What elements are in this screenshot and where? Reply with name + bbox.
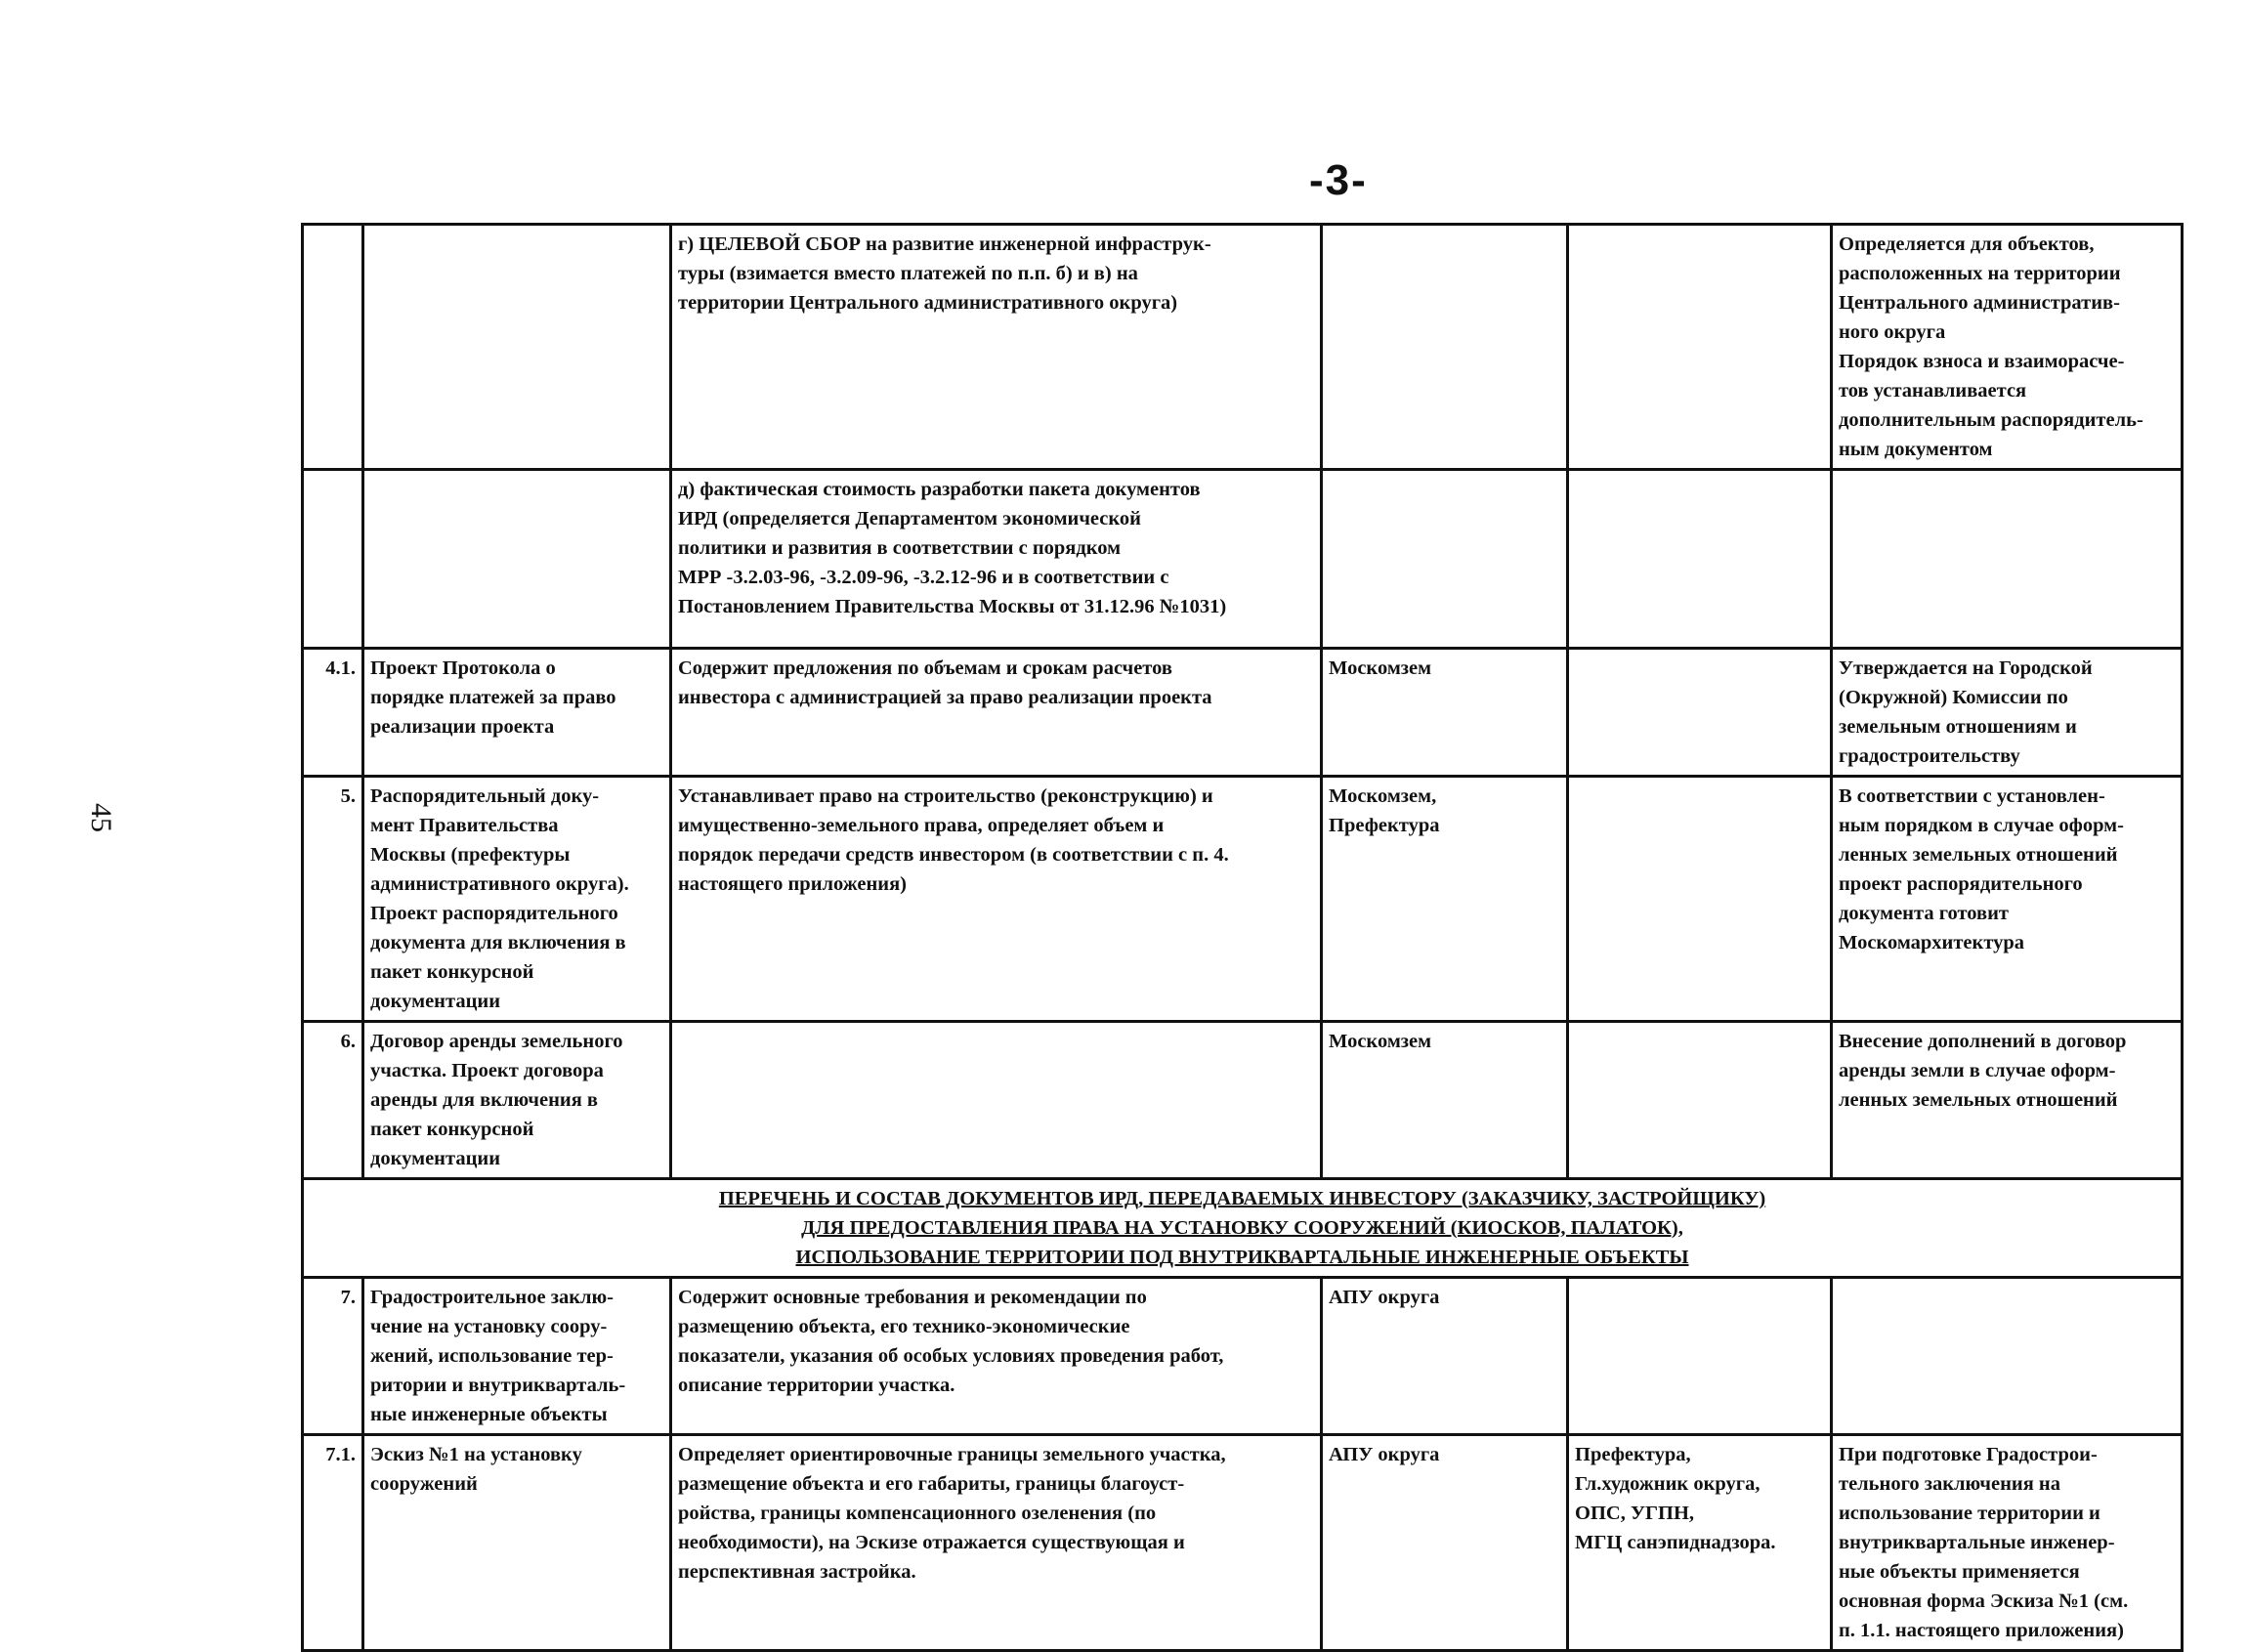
notes-line: внутриквартальные инженер- bbox=[1839, 1532, 2115, 1553]
table-row bbox=[303, 1022, 2183, 1179]
document-content-cell bbox=[671, 1022, 1322, 1179]
document-content-line: туры (взимается вместо платежей по п.п. б) и в) на bbox=[678, 263, 1138, 284]
document-name-line: аренды для включения в bbox=[370, 1089, 598, 1111]
notes-line: расположенных на территории bbox=[1839, 263, 2121, 284]
document-name-line: документации bbox=[370, 991, 500, 1012]
document-content-line: настоящего приложения) bbox=[678, 873, 907, 895]
document-content-line: политики и развития в соответствии с порядком bbox=[678, 537, 1122, 559]
document-name-line: мент Правительства bbox=[370, 815, 559, 836]
notes-line: тельного заключения на bbox=[1839, 1473, 2060, 1495]
notes-cell bbox=[1832, 470, 2183, 649]
document-name-cell bbox=[363, 470, 671, 649]
notes-cell bbox=[1832, 225, 2183, 470]
document-name-line: чение на установку соору- bbox=[370, 1316, 608, 1337]
document-content-line: Постановлением Правительства Москвы от 31.12.96 №1031) bbox=[678, 596, 1227, 617]
document-content-line: ИРД (определяется Департаментом экономической bbox=[678, 508, 1141, 529]
document-name-line: ритории и внутрикварталь- bbox=[370, 1375, 626, 1396]
document-name-line: Эскиз №1 на установку bbox=[370, 1444, 582, 1465]
document-name-cell bbox=[363, 649, 671, 777]
notes-line: проект распорядительного bbox=[1839, 873, 2083, 895]
document-name-cell bbox=[363, 1022, 671, 1179]
notes-cell bbox=[1832, 1022, 2183, 1179]
notes-line: основная форма Эскиза №1 (см. bbox=[1839, 1590, 2129, 1612]
document-content-line: г) ЦЕЛЕВОЙ СБОР на развитие инженерной инфраструк- bbox=[678, 233, 1211, 255]
document-content-cell bbox=[671, 225, 1322, 470]
document-table bbox=[301, 223, 2184, 1652]
table-row bbox=[303, 777, 2183, 1022]
notes-cell bbox=[1832, 1278, 2183, 1435]
responsible-org-cell bbox=[1322, 1278, 1568, 1435]
notes-cell bbox=[1832, 1435, 2183, 1651]
coordination-org-line: МГЦ санэпиднадзора. bbox=[1575, 1532, 1776, 1553]
responsible-org-line: АПУ округа bbox=[1329, 1444, 1440, 1465]
responsible-org-cell bbox=[1322, 649, 1568, 777]
document-name-cell bbox=[363, 225, 671, 470]
document-name-line: Проект Протокола о bbox=[370, 657, 556, 679]
document-content-line: описание территории участка. bbox=[678, 1375, 955, 1396]
document-name-line: участка. Проект договора bbox=[370, 1060, 604, 1081]
coordination-org-cell bbox=[1568, 1278, 1832, 1435]
notes-line: ные объекты применяется bbox=[1839, 1561, 2080, 1583]
responsible-org-cell bbox=[1322, 777, 1568, 1022]
document-name-line: Проект распорядительного bbox=[370, 903, 618, 924]
document-content-cell bbox=[671, 777, 1322, 1022]
document-name-line: сооружений bbox=[370, 1473, 478, 1495]
row-number-cell: 6. bbox=[303, 1022, 363, 1179]
responsible-org-cell bbox=[1322, 470, 1568, 649]
row-number-cell: 5. bbox=[303, 777, 363, 1022]
document-content-line: порядок передачи средств инвестором (в соответствии с п. 4. bbox=[678, 844, 1229, 866]
row-number-cell: 4.1. bbox=[303, 649, 363, 777]
responsible-org-cell bbox=[1322, 1022, 1568, 1179]
notes-line: тов устанавливается bbox=[1839, 380, 2027, 402]
document-name-line: Градостроительное заклю- bbox=[370, 1287, 614, 1308]
side-page-number: 45 bbox=[85, 803, 117, 832]
notes-line: ного округа bbox=[1839, 321, 1946, 343]
section-header-line: ДЛЯ ПРЕДОСТАВЛЕНИЯ ПРАВА НА УСТАНОВКУ СООРУЖЕНИЙ (КИОСКОВ, ПАЛАТОК), bbox=[801, 1217, 1683, 1239]
row-number-cell: 7. bbox=[303, 1278, 363, 1435]
document-content-line: Содержит основные требования и рекомендации по bbox=[678, 1287, 1147, 1308]
notes-line: При подготовке Градострои- bbox=[1839, 1444, 2098, 1465]
coordination-org-line: Гл.художник округа, bbox=[1575, 1473, 1760, 1495]
section-header-line: ПЕРЕЧЕНЬ И СОСТАВ ДОКУМЕНТОВ ИРД, ПЕРЕДАВАЕМЫХ ИНВЕСТОРУ (ЗАКАЗЧИКУ, ЗАСТРОЙЩИКУ) bbox=[718, 1188, 1766, 1209]
document-name-line: порядке платежей за право bbox=[370, 687, 616, 708]
table-row bbox=[303, 225, 2183, 470]
responsible-org-line: АПУ округа bbox=[1329, 1287, 1440, 1308]
document-content-line: Устанавливает право на строительство (реконструкцию) и bbox=[678, 785, 1213, 807]
table-row bbox=[303, 1278, 2183, 1435]
section-header-line: ИСПОЛЬЗОВАНИЕ ТЕРРИТОРИИ ПОД ВНУТРИКВАРТАЛЬНЫЕ ИНЖЕНЕРНЫЕ ОБЪЕКТЫ bbox=[795, 1247, 1689, 1268]
row-number-cell bbox=[303, 225, 363, 470]
responsible-org-cell bbox=[1322, 1435, 1568, 1651]
notes-line: ленных земельных отношений bbox=[1839, 844, 2118, 866]
notes-line: В соответствии с установлен- bbox=[1839, 785, 2105, 807]
document-name-line: жений, использование тер- bbox=[370, 1345, 614, 1367]
coordination-org-cell bbox=[1568, 777, 1832, 1022]
document-content-line: показатели, указания об особых условиях проведения работ, bbox=[678, 1345, 1224, 1367]
document-content-line: размещение объекта и его габариты, границы благоуст- bbox=[678, 1473, 1185, 1495]
document-content-line: территории Центрального административного округа) bbox=[678, 292, 1178, 314]
row-number-cell: 7.1. bbox=[303, 1435, 363, 1651]
document-name-line: документации bbox=[370, 1148, 500, 1169]
responsible-org-line: Москомзем bbox=[1329, 1031, 1432, 1052]
table-row bbox=[303, 470, 2183, 649]
responsible-org-cell bbox=[1322, 225, 1568, 470]
responsible-org-line: Москомзем bbox=[1329, 657, 1432, 679]
coordination-org-cell bbox=[1568, 1435, 1832, 1651]
document-content-line: Содержит предложения по объемам и срокам расчетов bbox=[678, 657, 1172, 679]
coordination-org-line: ОПС, УГПН, bbox=[1575, 1503, 1695, 1524]
document-name-line: реализации проекта bbox=[370, 716, 555, 738]
document-content-line: МРР -3.2.03-96, -3.2.09-96, -3.2.12-96 и в соответствии с bbox=[678, 567, 1169, 588]
row-number-cell bbox=[303, 470, 363, 649]
document-name-line: Распорядительный доку- bbox=[370, 785, 600, 807]
notes-line: Порядок взноса и взаиморасче- bbox=[1839, 351, 2125, 372]
notes-line: Центрального административ- bbox=[1839, 292, 2120, 314]
notes-line: ным документом bbox=[1839, 439, 1993, 460]
document-name-line: пакет конкурсной bbox=[370, 961, 534, 983]
coordination-org-line: Префектура, bbox=[1575, 1444, 1691, 1465]
notes-line: Москомархитектура bbox=[1839, 932, 2025, 953]
coordination-org-cell bbox=[1568, 649, 1832, 777]
document-name-line: Договор аренды земельного bbox=[370, 1031, 623, 1052]
notes-line: Внесение дополнений в договор bbox=[1839, 1031, 2127, 1052]
document-content-cell bbox=[671, 649, 1322, 777]
notes-line: ленных земельных отношений bbox=[1839, 1089, 2118, 1111]
document-content-line: д) фактическая стоимость разработки пакета документов bbox=[678, 479, 1201, 500]
document-name-line: административного округа). bbox=[370, 873, 629, 895]
notes-line: ным порядком в случае оформ- bbox=[1839, 815, 2124, 836]
coordination-org-cell bbox=[1568, 225, 1832, 470]
responsible-org-line: Москомзем, bbox=[1329, 785, 1437, 807]
document-content-cell bbox=[671, 470, 1322, 649]
document-content-line: ройства, границы компенсационного озеленения (по bbox=[678, 1503, 1157, 1524]
document-name-line: пакет конкурсной bbox=[370, 1119, 534, 1140]
notes-line: градостроительству bbox=[1839, 745, 2020, 767]
document-name-cell bbox=[363, 1278, 671, 1435]
document-content-cell bbox=[671, 1435, 1322, 1651]
document-name-line: ные инженерные объекты bbox=[370, 1404, 608, 1425]
notes-cell bbox=[1832, 777, 2183, 1022]
document-content-line: размещению объекта, его технико-экономические bbox=[678, 1316, 1130, 1337]
document-content-cell bbox=[671, 1278, 1322, 1435]
document-name-cell bbox=[363, 1435, 671, 1651]
notes-line: Определяется для объектов, bbox=[1839, 233, 2095, 255]
notes-cell bbox=[1832, 649, 2183, 777]
notes-line: Утверждается на Городской bbox=[1839, 657, 2093, 679]
notes-line: дополнительным распорядитель- bbox=[1839, 409, 2143, 431]
section-header-row bbox=[303, 1179, 2183, 1278]
notes-line: использование территории и bbox=[1839, 1503, 2100, 1524]
document-content-line: необходимости), на Эскизе отражается существующая и bbox=[678, 1532, 1185, 1553]
notes-line: (Окружной) Комиссии по bbox=[1839, 687, 2068, 708]
document-content-line: инвестора с администрацией за право реализации проекта bbox=[678, 687, 1212, 708]
notes-line: аренды земли в случае оформ- bbox=[1839, 1060, 2116, 1081]
document-name-cell bbox=[363, 777, 671, 1022]
notes-line: земельным отношениям и bbox=[1839, 716, 2077, 738]
document-content-line: имущественно-земельного права, определяет объем и bbox=[678, 815, 1165, 836]
document-content-line: Определяет ориентировочные границы земельного участка, bbox=[678, 1444, 1226, 1465]
document-content-line: перспективная застройка. bbox=[678, 1561, 916, 1583]
coordination-org-cell bbox=[1568, 470, 1832, 649]
section-header bbox=[303, 1179, 2183, 1278]
document-name-line: Москвы (префектуры bbox=[370, 844, 571, 866]
document-name-line: документа для включения в bbox=[370, 932, 626, 953]
page-number: -3- bbox=[1309, 156, 1368, 204]
table-row bbox=[303, 1435, 2183, 1651]
notes-line: документа готовит bbox=[1839, 903, 2009, 924]
table-row bbox=[303, 649, 2183, 777]
coordination-org-cell bbox=[1568, 1022, 1832, 1179]
responsible-org-line: Префектура bbox=[1329, 815, 1440, 836]
notes-line: п. 1.1. настоящего приложения) bbox=[1839, 1620, 2124, 1641]
